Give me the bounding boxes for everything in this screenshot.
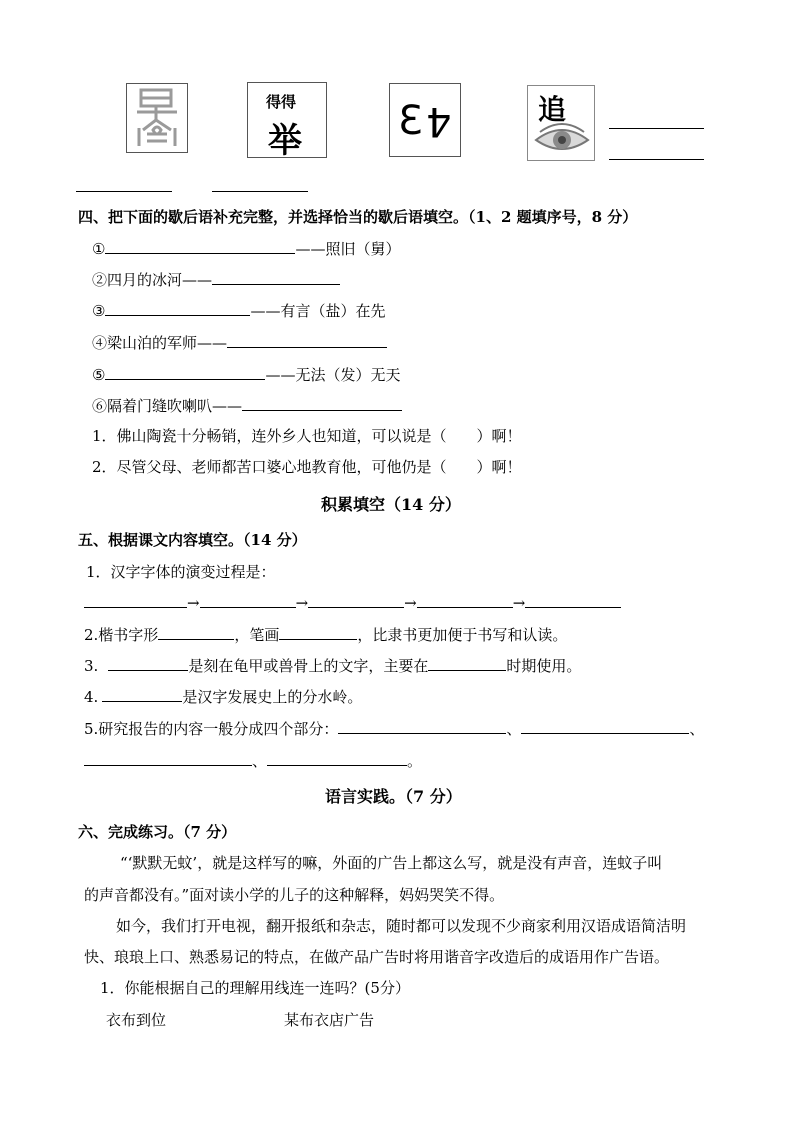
puzzle-answer-blank-1[interactable] <box>609 128 704 129</box>
match-left-item[interactable]: 衣布到位 <box>106 1011 167 1029</box>
item-3-suffix: ——有言（盐）在先 <box>250 302 386 320</box>
xiehouyu-item-4 <box>92 331 387 353</box>
section-5-question-4 <box>84 685 362 707</box>
section-5-heading: 五、根据课文内容填空。（14 分） <box>78 531 307 549</box>
section-5-question-3 <box>84 654 581 676</box>
section-5-question-5-cont <box>84 749 422 771</box>
puzzle-3-mirrored-three: 3 <box>398 98 424 144</box>
language-practice-title: 语言实践。（7 分） <box>325 787 462 806</box>
puzzle-3-rotated-four: 4 <box>426 98 452 144</box>
puzzle-2-top-text: 得得 <box>266 93 297 111</box>
puzzle-4-top-text: 追 <box>538 93 567 126</box>
q3-text-b: 是刻在龟甲或兽骨上的文字，主要在 <box>188 657 429 675</box>
puzzle-2-bottom-text: 举 <box>268 121 302 161</box>
q5-blank-3[interactable] <box>84 749 252 766</box>
stacked-characters-puzzle-icon <box>127 84 187 152</box>
passage-para-2-line-1: 如今，我们打开电视，翻开报纸和杂志，随时都可以发现不少商家利用汉语成语简洁明 <box>116 917 687 935</box>
q4-text-a: 4. <box>84 688 99 706</box>
section-5-question-1: 1．汉字字体的演变过程是： <box>86 563 276 581</box>
item-2-prefix: ②四月的冰河—— <box>92 271 213 289</box>
xiehouyu-item-2 <box>92 268 340 290</box>
xiehouyu-item-1 <box>92 237 400 259</box>
q5-separator: 、 <box>506 720 522 738</box>
item-4-prefix: ④梁山泊的军师—— <box>92 334 228 352</box>
q5-separator: 、 <box>689 720 705 738</box>
puzzle-answer-blank-4[interactable] <box>212 191 308 192</box>
passage-para-1-line-1: “‘默默无蚊’，就是这样写的嘛，外面的广告上都这么写，就是没有声音，连蚊子叫 <box>120 854 663 872</box>
q5-text: 5.研究报告的内容一般分成四个部分： <box>84 720 339 738</box>
item-6-prefix: ⑥隔着门缝吹喇叭—— <box>92 397 243 415</box>
item-2-blank[interactable] <box>212 268 340 285</box>
script-evolution-chain <box>84 591 621 612</box>
xiehouyu-item-5 <box>92 363 400 385</box>
item-3-blank[interactable] <box>105 299 250 316</box>
item-3-prefix: ③ <box>92 302 106 320</box>
item-1-blank[interactable] <box>105 237 295 254</box>
puzzle-answer-blank-3[interactable] <box>76 191 172 192</box>
q3-text-c: 时期使用。 <box>506 657 582 675</box>
q5-blank-1[interactable] <box>338 717 506 734</box>
evolution-blank-4[interactable] <box>417 591 513 608</box>
character-puzzle-1 <box>126 83 188 153</box>
passage-para-2-line-2: 快、琅琅上口、熟悉易记的特点，在做产品广告时将用谐音字改造后的成语用作广告语。 <box>84 948 670 966</box>
q2-text-b: ，笔画 <box>234 626 280 644</box>
item-4-blank[interactable] <box>227 331 387 348</box>
character-puzzle-2 <box>247 82 327 161</box>
xiehouyu-item-6 <box>92 394 402 416</box>
section-4-question-2: 2．尽管父母、老师都苦口婆心地教育他，可他仍是（ ）啊！ <box>92 458 522 476</box>
puzzle-answer-blank-2[interactable] <box>609 159 704 160</box>
evolution-blank-5[interactable] <box>525 591 621 608</box>
arrow: → <box>404 594 417 612</box>
eye-icon <box>532 122 592 158</box>
arrow: → <box>512 594 526 612</box>
section-6-question-1: 1．你能根据自己的理解用线连一连吗？(5分） <box>100 979 410 997</box>
section-4-heading: 四、把下面的歇后语补充完整，并选择恰当的歇后语填空。（1、2 题填序号，8 分） <box>78 208 638 226</box>
q3-text-a: 3. <box>84 657 99 675</box>
section-5-question-5 <box>84 717 704 739</box>
evolution-blank-1[interactable] <box>84 591 187 608</box>
q5-period: 。 <box>407 752 423 770</box>
item-1-suffix: ——照旧（舅） <box>295 240 401 258</box>
section-6-heading: 六、完成练习。（7 分） <box>78 823 237 841</box>
xiehouyu-item-3 <box>92 299 385 321</box>
section-5-question-2 <box>84 623 567 645</box>
item-5-blank[interactable] <box>105 363 265 380</box>
q2-blank-1[interactable] <box>158 623 234 640</box>
arrow: → <box>295 594 309 612</box>
character-puzzle-4 <box>527 85 595 161</box>
q5-blank-4[interactable] <box>267 749 407 766</box>
q2-text-c: ，比隶书更加便于书写和认读。 <box>357 626 568 644</box>
q2-text-a: 2.楷书字形 <box>84 626 159 644</box>
item-1-prefix: ① <box>92 240 106 258</box>
q3-blank-1[interactable] <box>108 654 188 671</box>
q4-text-b: 是汉字发展史上的分水岭。 <box>182 688 363 706</box>
q5-blank-2[interactable] <box>521 717 689 734</box>
q5-separator: 、 <box>252 752 268 770</box>
section-4-question-1: 1．佛山陶瓷十分畅销，连外乡人也知道，可以说是（ ）啊！ <box>92 427 522 445</box>
item-5-suffix: ——无法（发）无天 <box>265 366 401 384</box>
q2-blank-2[interactable] <box>279 623 357 640</box>
character-puzzle-3 <box>389 83 461 157</box>
item-5-prefix: ⑤ <box>92 366 106 384</box>
q4-blank[interactable] <box>102 685 182 702</box>
match-right-item[interactable]: 某布衣店广告 <box>284 1011 375 1029</box>
accumulation-title: 积累填空（14 分） <box>321 495 461 514</box>
item-6-blank[interactable] <box>242 394 402 411</box>
arrow: → <box>187 594 200 612</box>
evolution-blank-2[interactable] <box>200 591 296 608</box>
q3-blank-2[interactable] <box>428 654 506 671</box>
passage-para-1-line-2: 的声音都没有。”面对读小学的儿子的这种解释，妈妈哭笑不得。 <box>84 886 505 904</box>
evolution-blank-3[interactable] <box>308 591 404 608</box>
